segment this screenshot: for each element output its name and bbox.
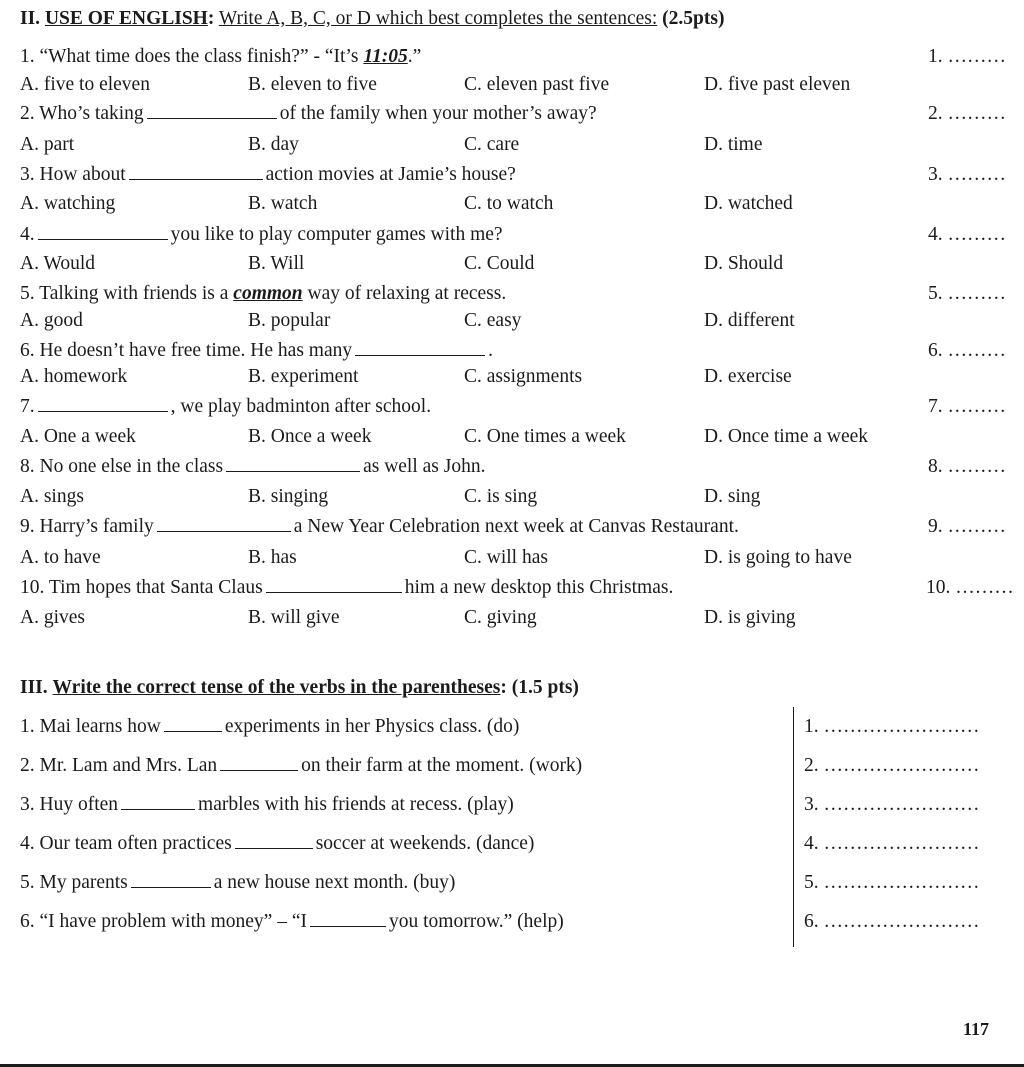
option-a: A. to have: [20, 547, 101, 568]
page-number: 117: [963, 1019, 990, 1039]
answer-slot-6[interactable]: 6. ………: [928, 340, 1006, 361]
option-d: D. Once time a week: [704, 426, 869, 447]
option-c: C. assignments: [464, 366, 583, 387]
option-d: D. sing: [704, 486, 761, 507]
option-c: C. One times a week: [464, 426, 626, 447]
option-c: C. easy: [464, 310, 522, 331]
option-c: C. to watch: [464, 193, 554, 214]
verb-answer-slot-3[interactable]: 3. ……………………: [804, 794, 980, 815]
section-2-title: II. USE OF ENGLISH: Write A, B, C, or D which best completes the sentences: (2.5pts): [20, 8, 725, 29]
verb-answer-slot-6[interactable]: 6. ……………………: [804, 911, 980, 932]
option-a: A. sings: [20, 486, 84, 507]
question-2: 2. Who’s taking of the family when your mother’s away?: [20, 103, 597, 124]
option-b: B. day: [248, 134, 299, 155]
answer-blank: [220, 756, 298, 771]
answer-blank: [235, 834, 313, 849]
option-a: A. One a week: [20, 426, 136, 447]
option-d: D. is going to have: [704, 547, 852, 568]
option-d: D. different: [704, 310, 795, 331]
answer-blank: [157, 517, 291, 532]
answer-slot-8[interactable]: 8. ………: [928, 456, 1006, 477]
section-2-number: II.: [20, 8, 41, 29]
verb-question-1: 1. Mai learns how experiments in her Physics class. (do): [20, 716, 520, 737]
question-6: 6. He doesn’t have free time. He has many .: [20, 340, 493, 361]
verb-question-6: 6. “I have problem with money” – “I you tomorrow.” (help): [20, 911, 564, 932]
question-3: 3. How about action movies at Jamie’s house?: [20, 164, 516, 185]
option-a: A. watching: [20, 193, 116, 214]
verb-answer-slot-2[interactable]: 2. ……………………: [804, 755, 980, 776]
question-1-emphasis: 11:05: [363, 46, 408, 67]
option-a: A. five to eleven: [20, 74, 150, 95]
verb-question-4: 4. Our team often practices soccer at weekends. (dance): [20, 833, 535, 854]
option-a: A. gives: [20, 607, 85, 628]
option-b: B. Once a week: [248, 426, 372, 447]
option-d: D. five past eleven: [704, 74, 851, 95]
answer-blank: [310, 912, 386, 927]
answer-slot-4[interactable]: 4. ………: [928, 224, 1006, 245]
answer-slot-5[interactable]: 5. ………: [928, 283, 1006, 304]
question-5: 5. Talking with friends is a common way of relaxing at recess.: [20, 283, 507, 304]
answer-blank: [121, 795, 195, 810]
section-2-instruction: Write A, B, C, or D which best completes the sentences:: [218, 8, 658, 29]
verb-answer-slot-5[interactable]: 5. ……………………: [804, 872, 980, 893]
option-b: B. Will: [248, 253, 305, 274]
question-5-emphasis: common: [233, 283, 303, 304]
option-a: A. part: [20, 134, 75, 155]
verb-answer-slot-4[interactable]: 4. ……………………: [804, 833, 980, 854]
answer-slot-9[interactable]: 9. ………: [928, 516, 1006, 537]
question-4: 4. you like to play computer games with me?: [20, 224, 503, 245]
verb-question-2: 2. Mr. Lam and Mrs. Lan on their farm at the moment. (work): [20, 755, 583, 776]
answer-slot-7[interactable]: 7. ………: [928, 396, 1006, 417]
option-a: A. Would: [20, 253, 95, 274]
answer-blank: [38, 397, 168, 412]
section-3-heading: Write the correct tense of the verbs in the parentheses: [52, 677, 501, 698]
option-c: C. is sing: [464, 486, 538, 507]
option-a: A. good: [20, 310, 83, 331]
option-b: B. will give: [248, 607, 340, 628]
answer-blank: [38, 225, 168, 240]
option-c: C. care: [464, 134, 520, 155]
option-c: C. eleven past five: [464, 74, 610, 95]
answer-slot-1[interactable]: 1. ………: [928, 46, 1006, 67]
option-b: B. experiment: [248, 366, 359, 387]
answer-column-divider: [793, 707, 794, 947]
answer-blank: [129, 165, 263, 180]
verb-question-5: 5. My parents a new house next month. (buy): [20, 872, 456, 893]
section-3-number: III.: [20, 677, 48, 698]
question-7: 7. , we play badminton after school.: [20, 396, 432, 417]
section-2-points: (2.5pts): [662, 8, 725, 29]
option-d: D. exercise: [704, 366, 792, 387]
option-b: B. has: [248, 547, 297, 568]
option-c: C. Could: [464, 253, 535, 274]
verb-question-3: 3. Huy often marbles with his friends at recess. (play): [20, 794, 514, 815]
answer-slot-2[interactable]: 2. ………: [928, 103, 1006, 124]
answer-blank: [266, 578, 402, 593]
option-c: C. will has: [464, 547, 548, 568]
option-b: B. eleven to five: [248, 74, 377, 95]
question-1: 1. “What time does the class finish?” - “It’s 11:05.”: [20, 46, 422, 67]
section-3-points: : (1.5 pts): [500, 677, 579, 698]
option-d: D. time: [704, 134, 763, 155]
verb-answer-slot-1[interactable]: 1. ……………………: [804, 716, 980, 737]
option-d: D. watched: [704, 193, 793, 214]
option-b: B. popular: [248, 310, 331, 331]
question-10: 10. Tim hopes that Santa Claus him a new desktop this Christmas.: [20, 577, 674, 598]
option-b: B. singing: [248, 486, 329, 507]
option-b: B. watch: [248, 193, 318, 214]
answer-blank: [164, 717, 222, 732]
answer-slot-3[interactable]: 3. ………: [928, 164, 1006, 185]
option-c: C. giving: [464, 607, 537, 628]
section-2-heading: USE OF ENGLISH: [44, 8, 208, 29]
question-9: 9. Harry’s family a New Year Celebration next week at Canvas Restaurant.: [20, 516, 739, 537]
answer-blank: [226, 457, 360, 472]
option-d: D. Should: [704, 253, 784, 274]
question-8: 8. No one else in the class as well as John.: [20, 456, 486, 477]
option-a: A. homework: [20, 366, 128, 387]
answer-blank: [147, 104, 277, 119]
section-3-title: [20, 677, 579, 699]
answer-slot-10[interactable]: 10. ………: [926, 577, 1014, 598]
answer-blank: [355, 341, 485, 356]
option-d: D. is giving: [704, 607, 796, 628]
answer-blank: [131, 873, 211, 888]
